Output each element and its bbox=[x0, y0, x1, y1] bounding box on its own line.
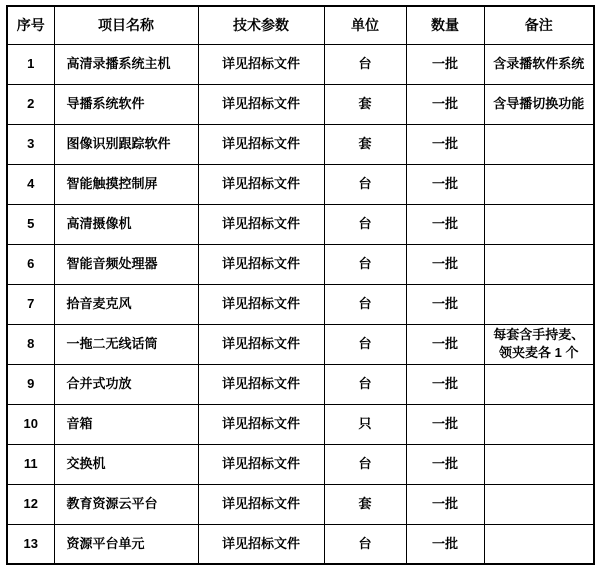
cell-no: 13 bbox=[7, 524, 54, 564]
cell-unit: 台 bbox=[324, 324, 406, 364]
cell-remark bbox=[484, 284, 594, 324]
cell-no: 11 bbox=[7, 444, 54, 484]
cell-remark: 含导播切换功能 bbox=[484, 84, 594, 124]
cell-remark: 含录播软件系统 bbox=[484, 44, 594, 84]
cell-unit: 台 bbox=[324, 204, 406, 244]
cell-name: 合并式功放 bbox=[54, 364, 198, 404]
cell-qty: 一批 bbox=[406, 324, 484, 364]
cell-qty: 一批 bbox=[406, 124, 484, 164]
equipment-table bbox=[6, 5, 595, 565]
cell-name: 音箱 bbox=[54, 404, 198, 444]
cell-name: 教育资源云平台 bbox=[54, 484, 198, 524]
cell-spec: 详见招标文件 bbox=[198, 484, 324, 524]
cell-remark: 每套含手持麦、领夹麦各 1 个 bbox=[484, 324, 594, 364]
table-row bbox=[7, 404, 594, 444]
cell-no: 9 bbox=[7, 364, 54, 404]
header-row bbox=[7, 6, 594, 44]
cell-unit: 套 bbox=[324, 124, 406, 164]
cell-spec: 详见招标文件 bbox=[198, 244, 324, 284]
cell-no: 2 bbox=[7, 84, 54, 124]
cell-unit: 台 bbox=[324, 444, 406, 484]
cell-qty: 一批 bbox=[406, 524, 484, 564]
cell-unit: 台 bbox=[324, 524, 406, 564]
cell-unit: 台 bbox=[324, 364, 406, 404]
cell-spec: 详见招标文件 bbox=[198, 84, 324, 124]
cell-unit: 台 bbox=[324, 284, 406, 324]
cell-spec: 详见招标文件 bbox=[198, 524, 324, 564]
cell-no: 5 bbox=[7, 204, 54, 244]
cell-name: 一拖二无线话筒 bbox=[54, 324, 198, 364]
cell-no: 6 bbox=[7, 244, 54, 284]
cell-no: 7 bbox=[7, 284, 54, 324]
column-header-name: 项目名称 bbox=[54, 6, 198, 44]
cell-remark bbox=[484, 404, 594, 444]
cell-remark bbox=[484, 484, 594, 524]
cell-name: 高清录播系统主机 bbox=[54, 44, 198, 84]
cell-remark bbox=[484, 244, 594, 284]
cell-remark bbox=[484, 204, 594, 244]
cell-qty: 一批 bbox=[406, 164, 484, 204]
cell-remark bbox=[484, 164, 594, 204]
cell-no: 4 bbox=[7, 164, 54, 204]
cell-spec: 详见招标文件 bbox=[198, 164, 324, 204]
cell-unit: 台 bbox=[324, 244, 406, 284]
cell-name: 导播系统软件 bbox=[54, 84, 198, 124]
cell-qty: 一批 bbox=[406, 484, 484, 524]
cell-name: 交换机 bbox=[54, 444, 198, 484]
column-header-no: 序号 bbox=[7, 6, 54, 44]
cell-spec: 详见招标文件 bbox=[198, 44, 324, 84]
cell-qty: 一批 bbox=[406, 284, 484, 324]
cell-no: 3 bbox=[7, 124, 54, 164]
cell-spec: 详见招标文件 bbox=[198, 204, 324, 244]
cell-spec: 详见招标文件 bbox=[198, 324, 324, 364]
table-row bbox=[7, 84, 594, 124]
table-row bbox=[7, 324, 594, 364]
column-header-unit: 单位 bbox=[324, 6, 406, 44]
cell-name: 智能音频处理器 bbox=[54, 244, 198, 284]
cell-qty: 一批 bbox=[406, 404, 484, 444]
cell-qty: 一批 bbox=[406, 204, 484, 244]
cell-qty: 一批 bbox=[406, 364, 484, 404]
cell-name: 图像识别跟踪软件 bbox=[54, 124, 198, 164]
cell-qty: 一批 bbox=[406, 244, 484, 284]
table-row bbox=[7, 164, 594, 204]
cell-spec: 详见招标文件 bbox=[198, 364, 324, 404]
table-body bbox=[7, 44, 594, 564]
cell-spec: 详见招标文件 bbox=[198, 444, 324, 484]
cell-spec: 详见招标文件 bbox=[198, 404, 324, 444]
table-row bbox=[7, 444, 594, 484]
cell-qty: 一批 bbox=[406, 444, 484, 484]
table-row bbox=[7, 204, 594, 244]
cell-unit: 套 bbox=[324, 84, 406, 124]
cell-name: 资源平台单元 bbox=[54, 524, 198, 564]
cell-no: 12 bbox=[7, 484, 54, 524]
cell-no: 1 bbox=[7, 44, 54, 84]
cell-remark bbox=[484, 124, 594, 164]
cell-qty: 一批 bbox=[406, 44, 484, 84]
cell-unit: 只 bbox=[324, 404, 406, 444]
cell-name: 智能触摸控制屏 bbox=[54, 164, 198, 204]
cell-remark bbox=[484, 524, 594, 564]
table-row bbox=[7, 524, 594, 564]
cell-qty: 一批 bbox=[406, 84, 484, 124]
cell-name: 拾音麦克风 bbox=[54, 284, 198, 324]
column-header-spec: 技术参数 bbox=[198, 6, 324, 44]
table-row bbox=[7, 284, 594, 324]
cell-no: 8 bbox=[7, 324, 54, 364]
column-header-remark: 备注 bbox=[484, 6, 594, 44]
cell-unit: 台 bbox=[324, 44, 406, 84]
table-row bbox=[7, 484, 594, 524]
cell-remark bbox=[484, 364, 594, 404]
table-row bbox=[7, 124, 594, 164]
cell-unit: 台 bbox=[324, 164, 406, 204]
cell-spec: 详见招标文件 bbox=[198, 284, 324, 324]
table-row bbox=[7, 244, 594, 284]
table-row bbox=[7, 44, 594, 84]
cell-no: 10 bbox=[7, 404, 54, 444]
cell-spec: 详见招标文件 bbox=[198, 124, 324, 164]
column-header-qty: 数量 bbox=[406, 6, 484, 44]
table-row bbox=[7, 364, 594, 404]
cell-remark bbox=[484, 444, 594, 484]
cell-name: 高清摄像机 bbox=[54, 204, 198, 244]
cell-unit: 套 bbox=[324, 484, 406, 524]
